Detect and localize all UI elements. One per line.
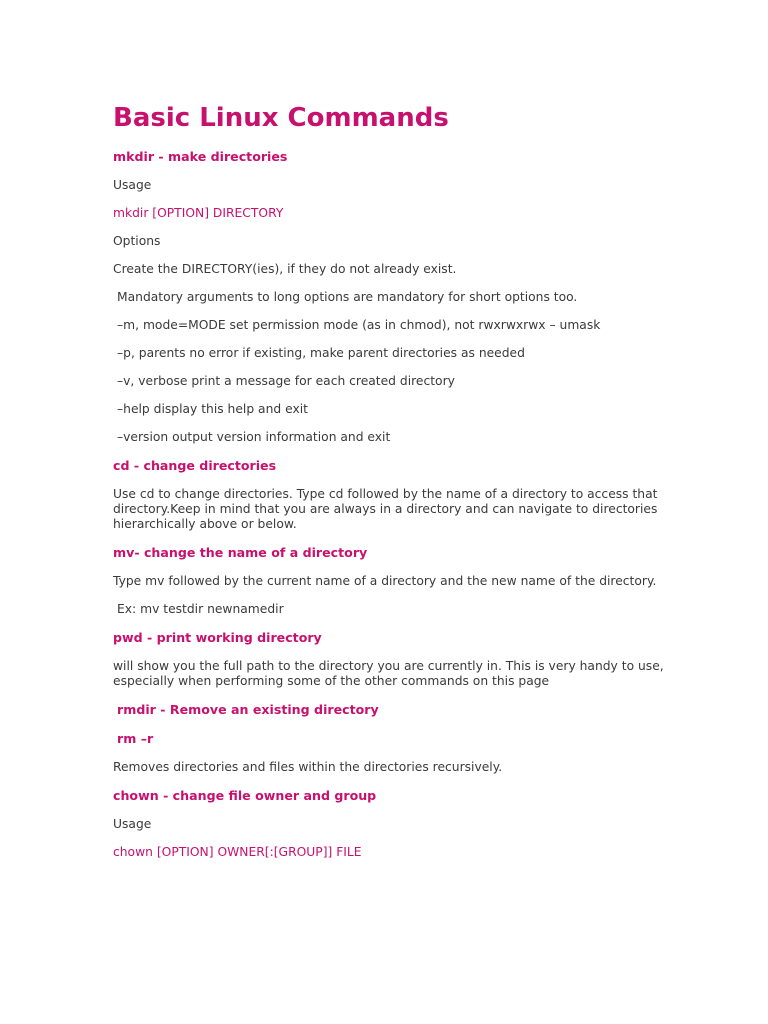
mv-description: Type mv followed by the current name of a directory and the new name of the directory. bbox=[113, 574, 657, 588]
mkdir-option-parents: –p, parents no error if existing, make parent directories as needed bbox=[117, 346, 525, 360]
mkdir-syntax: mkdir [OPTION] DIRECTORY bbox=[113, 206, 284, 220]
rm-heading: rm –r bbox=[117, 731, 154, 746]
rmdir-heading: rmdir - Remove an existing directory bbox=[117, 702, 379, 717]
pwd-description: will show you the full path to the directory you are currently in. This is very handy to use, especially when performing some of the other commands on this page bbox=[113, 659, 664, 688]
page-title: Basic Linux Commands bbox=[113, 103, 449, 133]
mkdir-mandatory-note: Mandatory arguments to long options are mandatory for short options too. bbox=[117, 290, 578, 304]
mkdir-option-verbose: –v, verbose print a message for each created directory bbox=[117, 374, 455, 388]
chown-usage-label: Usage bbox=[113, 817, 152, 831]
mkdir-usage-label: Usage bbox=[113, 178, 152, 192]
mv-heading: mv- change the name of a directory bbox=[113, 545, 368, 560]
cd-heading: cd - change directories bbox=[113, 458, 277, 473]
chown-syntax: chown [OPTION] OWNER[:[GROUP]] FILE bbox=[113, 845, 362, 859]
cd-description: Use cd to change directories. Type cd followed by the name of a directory to access that directory.Keep in mind that you are always in a directory and can navigate to directories hierarchically above or below. bbox=[113, 487, 658, 531]
pwd-heading: pwd - print working directory bbox=[113, 630, 322, 645]
rm-description: Removes directories and files within the directories recursively. bbox=[113, 760, 503, 774]
mkdir-heading: mkdir - make directories bbox=[113, 149, 288, 164]
chown-heading: chown - change file owner and group bbox=[113, 788, 377, 803]
mkdir-option-version: –version output version information and exit bbox=[117, 430, 391, 444]
mkdir-description: Create the DIRECTORY(ies), if they do not already exist. bbox=[113, 262, 457, 276]
mkdir-option-help: –help display this help and exit bbox=[117, 402, 308, 416]
mkdir-option-mode: –m, mode=MODE set permission mode (as in chmod), not rwxrwxrwx – umask bbox=[117, 318, 601, 332]
mv-example: Ex: mv testdir newnamedir bbox=[117, 602, 284, 616]
mkdir-options-label: Options bbox=[113, 234, 161, 248]
